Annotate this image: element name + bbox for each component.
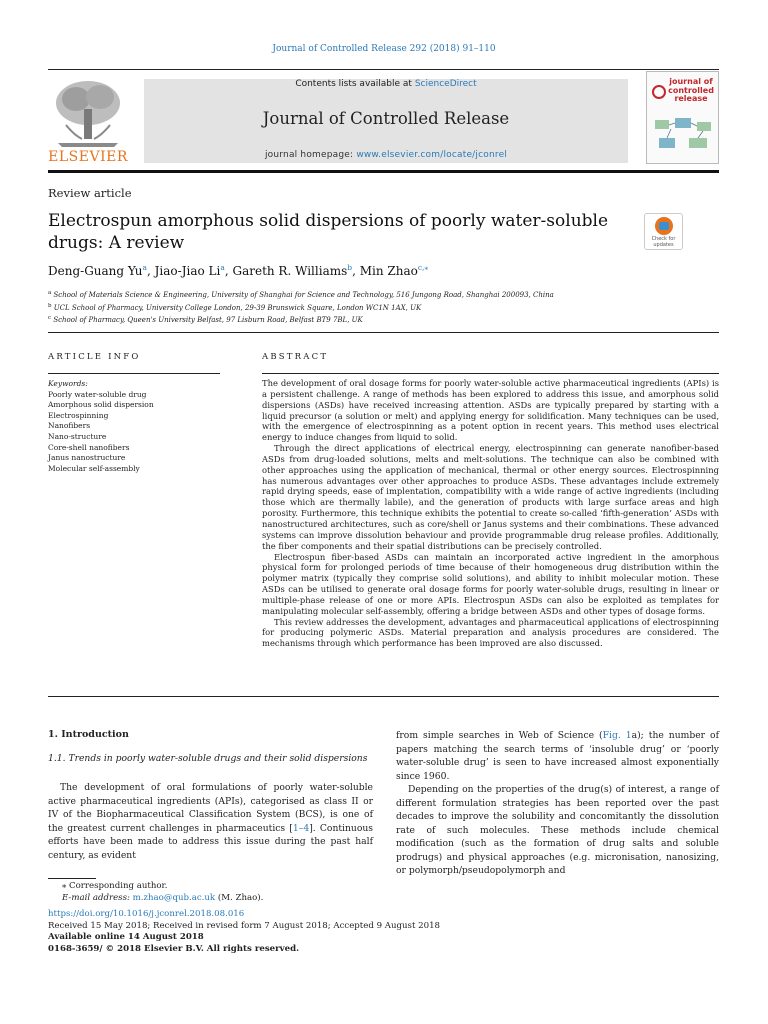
abstract-rule	[262, 373, 719, 374]
keyword-item: Molecular self-assembly	[48, 463, 140, 473]
footnotes	[48, 881, 719, 955]
author-affil-sup[interactable]: a	[142, 263, 147, 272]
affiliation-item: $^a$ School of Materials Science & Engineering, University of Shanghai for Science and Technology, 516 Jungong Road, Shanghai 200093, China	[48, 290, 554, 299]
author-name[interactable]: Jiao-Jiao Li	[154, 264, 221, 278]
affiliations	[48, 288, 554, 326]
keyword-item: Poorly water-soluble drug	[48, 389, 147, 399]
elsevier-wordmark: ELSEVIER	[48, 149, 128, 165]
keyword-item: Janus nanostructure	[48, 453, 126, 463]
abstract-heading: ABSTRACT	[262, 352, 329, 362]
article-info-rule	[48, 373, 220, 374]
body-paragraph: The development of oral formulations of poorly water-soluble active pharmaceutical ingredients (APIs), categorised as class II or IV of the Biopharmaceutical Classification System (BCS), is one of the greatest current challenges in pharmaceutics [1–4]. Continuous efforts have been made to address this issue during the past half century, as evident	[48, 782, 373, 861]
homepage-link[interactable]: www.elsevier.com/locate/jconrel	[356, 150, 508, 160]
header-bottom-rule	[48, 170, 719, 173]
section-heading: 1. Introduction	[48, 729, 129, 740]
corresponding-author-note: ⁎ Corresponding author.	[62, 881, 168, 891]
keywords-list	[48, 379, 220, 474]
available-online: Available online 14 August 2018	[48, 932, 204, 942]
reference-link[interactable]: 1–4	[292, 822, 310, 834]
copyright: 0168-3659/ © 2018 Elsevier B.V. All rights reserved.	[48, 943, 300, 954]
body-paragraph: Depending on the properties of the drug(s) of interest, a range of different formulation strategies has been reported over the past decades to improve the solubility and concomitantly the dissolution rate of such molecules. These methods include chemical modification (such as the formation of drug salts and soluble prodrugs) and physical approaches (e.g. micronisation, nanosizing, or polymorph/pseudopolymorph and	[396, 784, 719, 876]
article-info-heading: ARTICLE INFO	[48, 352, 141, 362]
abstract-bottom-rule	[48, 696, 719, 697]
author-list: Deng-Guang Yu$^a$, Jiao-Jiao Li$^a$, Gareth R. Williams$^b$, Min Zhao$^{c,⁎}$	[48, 263, 429, 278]
keyword-item: Nanofibers	[48, 421, 91, 431]
doi-link[interactable]: https://doi.org/10.1016/j.jconrel.2018.08.016	[48, 909, 245, 919]
keyword-item: Nano-structure	[48, 431, 107, 441]
article-type: Review article	[48, 186, 132, 200]
abstract-paragraph: This review addresses the development, advantages and pharmaceutical applications of electrospinning for producing polymeric ASDs. Material preparation and analysis procedures are considered. The mechanisms through which performance has been improved are also discussed.	[262, 616, 719, 649]
sciencedirect-link[interactable]: ScienceDirect	[414, 79, 477, 89]
keywords-label: Keywords:	[48, 379, 88, 388]
cover-logo-icon	[652, 85, 666, 99]
abstract-body	[262, 378, 719, 649]
keyword-item: Amorphous solid dispersion	[48, 400, 154, 410]
abstract-paragraph: Electrospun fiber-based ASDs can maintain an incorporated active ingredient in the amorphous physical form for prolonged periods of time because of their homogeneous drug distribution within the polymer matrix (typically they comprise solid solutions), and ability to inhibit molecular motion. These ASDs can be utilised to generate oral dosage forms for poorly water-soluble drugs, resulting in linear or multiple-phase release of one or more APIs. Electrospun ASDs can also be exploited as templates for manipulating molecular self-assembly, offering a bridge between ASDs and other types of dosage forms.	[262, 551, 719, 616]
article-title: Electrospun amorphous solid dispersions of poorly water-soluble drugs: A review	[48, 211, 609, 253]
header-top-rule	[48, 69, 719, 70]
crossmark-icon	[655, 217, 673, 235]
journal-banner	[144, 79, 628, 163]
body-paragraph: from simple searches in Web of Science (Fig. 1a); the number of papers matching the search terms of ‘insoluble drug’ or ‘poorly water-soluble drug’ is seen to have increased almost exponentially since 1960.	[396, 730, 719, 782]
subsection-heading: 1.1. Trends in poorly water-soluble drugs and their solid dispersions	[48, 753, 368, 764]
body-left-column	[48, 729, 373, 862]
author-name[interactable]: Min Zhao	[359, 264, 418, 278]
footnote-rule	[48, 878, 96, 879]
email-link[interactable]: m.zhao@qub.ac.uk	[132, 892, 216, 903]
keyword-item: Core-shell nanofibers	[48, 442, 130, 452]
body-right-column	[396, 729, 719, 878]
author-affil-sup[interactable]: c,⁎	[417, 263, 429, 272]
contents-available-line: Contents lists available at ScienceDirect	[295, 79, 477, 89]
journal-title: Journal of Controlled Release	[262, 109, 510, 128]
section-divider	[48, 332, 719, 333]
journal-homepage-line: journal homepage: www.elsevier.com/locate/jconrel	[264, 150, 508, 160]
affiliation-item: $^b$ UCL School of Pharmacy, University College London, 29-39 Brunswick Square, London WC1N 1AX, UK	[48, 302, 422, 312]
keyword-item: Electrospinning	[48, 410, 109, 420]
cover-title: journal of controlled release	[668, 77, 714, 103]
crossmark-label: Check for updates	[651, 236, 676, 248]
author-affil-sup[interactable]: a	[220, 263, 225, 272]
cover-figure-icon	[653, 116, 713, 152]
check-for-updates-badge[interactable]	[644, 213, 683, 250]
abstract-paragraph: Through the direct applications of electrical energy, electrospinning can generate nanofiber-based ASDs from drug-loaded solutions, melts and melt-solutions. The technique can also be combined with other approaches using the application of mechanical, thermal or other energy sources. Electrospinning has numerous advantages over other approaches to produce ASDs. These advantages include extremely rapid drying speeds, ease of implentation, compatibility with a wide range of active ingredients (including those which are thermally labile), and the generation of products with large surface areas and high porosity. Furthermore, this technique exhibits the potential to create so-called ‘fifth-generation’ ASDs with nanostructured architectures, such as core/shell or Janus systems and their combinations. These advanced systems can improve dissolution behaviour and provide programmable drug release profiles. Additionally, the fiber components and their spatial distributions can be precisely controlled.	[262, 443, 719, 551]
author-name[interactable]: Gareth R. Williams	[232, 264, 348, 278]
journal-citation[interactable]: Journal of Controlled Release 292 (2018) 91–110	[272, 44, 496, 54]
figure-link[interactable]: Fig. 1	[602, 730, 632, 741]
received-dates: Received 15 May 2018; Received in revised form 7 August 2018; Accepted 9 August 2018	[48, 920, 441, 931]
journal-cover-thumbnail[interactable]	[646, 71, 719, 164]
author-name[interactable]: Deng-Guang Yu	[48, 264, 143, 278]
email-line: E-mail address: m.zhao@qub.ac.uk (M. Zhao).	[62, 892, 264, 903]
author-affil-sup[interactable]: b	[347, 263, 353, 272]
abstract-paragraph: The development of oral dosage forms for poorly water-soluble active pharmaceutical ingredients (APIs) is a persistent challenge. A range of methods has been explored to address this issue, and amorphous solid dispersions (ASDs) have received increasing attention. ASDs are typically prepared by starting with a liquid precursor (a solution or melt) and applying energy for solidification. Many techniques can be used, with the emergence of electrospinning as a potent option in recent years. This method uses electrical energy to induce changes from liquid to solid.	[262, 378, 719, 443]
affiliation-item: $^c$ School of Pharmacy, Queen's University Belfast, 97 Lisburn Road, Belfast BT9 7BL, UK	[48, 315, 363, 324]
